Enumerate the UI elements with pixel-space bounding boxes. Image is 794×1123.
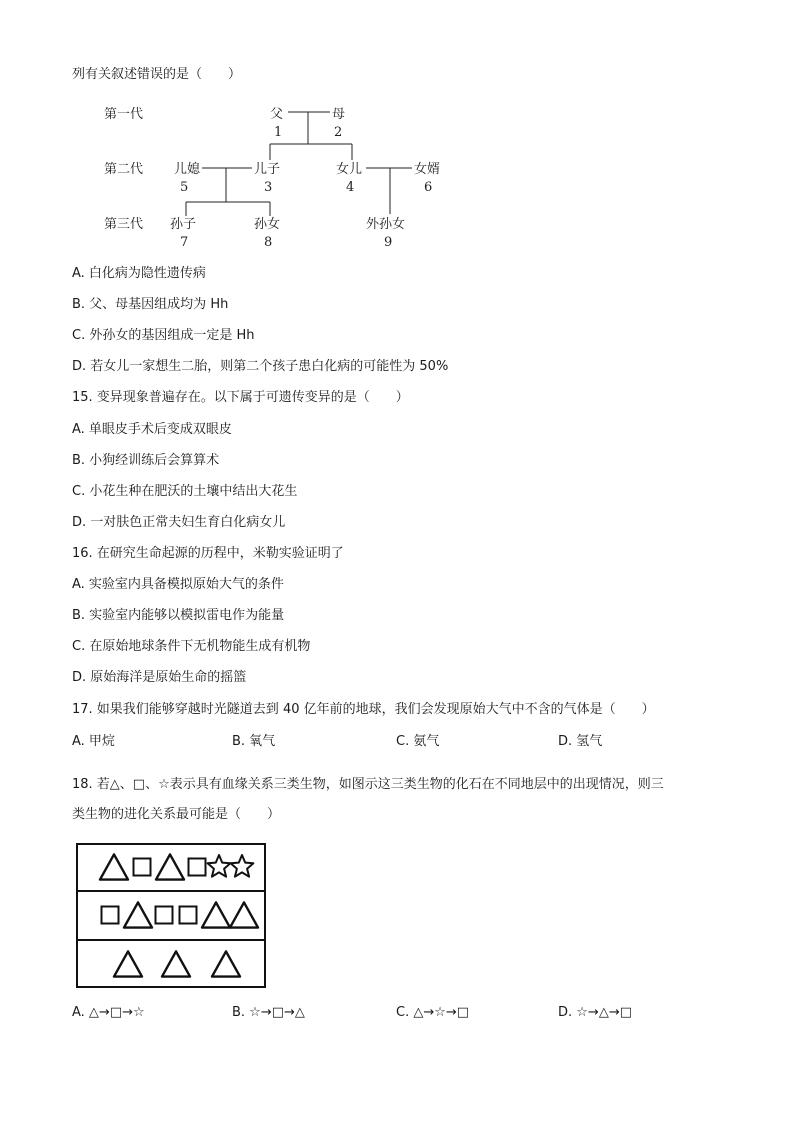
person-mother: 母 [332, 107, 346, 122]
q15-stem: 15. 变异现象普遍存在。以下属于可遗传变异的是（ ） [72, 390, 409, 405]
person-son: 儿子 [254, 162, 281, 177]
person-mother-num: 2 [334, 125, 343, 140]
q17-option-c[interactable]: C. 氨气 [396, 734, 440, 749]
q18-stem-line-2: 类生物的进化关系最可能是（ ） [72, 807, 281, 822]
q14-stem: 列有关叙述错误的是（ ） [72, 67, 242, 82]
q16-option-d[interactable]: D. 原始海洋是原始生命的摇篮 [72, 670, 247, 685]
person-father: 父 [270, 107, 284, 122]
q17-option-d[interactable]: D. 氢气 [558, 734, 603, 749]
q16-option-a[interactable]: A. 实验室内具备模拟原始大气的条件 [72, 577, 284, 592]
q15-option-c[interactable]: C. 小花生种在肥沃的土壤中结出大花生 [72, 484, 298, 499]
person-daughter: 女儿 [336, 162, 363, 177]
person-maternal-granddaughter: 外孙女 [366, 217, 406, 232]
q18-option-a[interactable]: A. △→□→☆ [72, 1005, 145, 1020]
q18-option-d[interactable]: D. ☆→△→□ [558, 1005, 632, 1020]
q14-option-a[interactable]: A. 白化病为隐性遗传病 [72, 266, 206, 281]
q18-option-b[interactable]: B. ☆→□→△ [232, 1005, 305, 1020]
q16-option-c[interactable]: C. 在原始地球条件下无机物能生成有机物 [72, 639, 311, 654]
generation-label-1: 第一代 [104, 107, 144, 122]
person-daughter-in-law-num: 5 [180, 180, 189, 195]
fossil-strata-diagram [76, 843, 266, 988]
q15-option-b[interactable]: B. 小狗经训练后会算算术 [72, 453, 220, 468]
person-son-in-law-num: 6 [424, 180, 433, 195]
generation-label-3: 第三代 [104, 217, 144, 232]
person-daughter-num: 4 [346, 180, 355, 195]
person-son-num: 3 [264, 180, 273, 195]
person-granddaughter: 孙女 [254, 217, 281, 232]
q18-option-c[interactable]: C. △→☆→□ [396, 1005, 470, 1020]
generation-label-2: 第二代 [104, 162, 144, 177]
person-daughter-in-law: 儿媳 [174, 162, 201, 177]
q17-option-b[interactable]: B. 氧气 [232, 734, 276, 749]
person-maternal-granddaughter-num: 9 [384, 235, 393, 250]
q15-option-a[interactable]: A. 单眼皮手术后变成双眼皮 [72, 422, 232, 437]
person-grandson-num: 7 [180, 235, 189, 250]
q17-option-a[interactable]: A. 甲烷 [72, 734, 115, 749]
q16-option-b[interactable]: B. 实验室内能够以模拟雷电作为能量 [72, 608, 285, 623]
person-son-in-law: 女婿 [414, 162, 441, 177]
pedigree-lines [186, 112, 412, 216]
q14-option-d[interactable]: D. 若女儿一家想生二胎，则第二个孩子患白化病的可能性为 50% [72, 359, 449, 374]
q14-option-c[interactable]: C. 外孙女的基因组成一定是 Hh [72, 328, 255, 343]
q16-stem: 16. 在研究生命起源的历程中，米勒实验证明了 [72, 546, 344, 561]
q18-stem-line-1: 18. 若△、□、☆表示具有血缘关系三类生物，如图示这三类生物的化石在不同地层中的出现情况，则三 [72, 777, 664, 792]
person-granddaughter-num: 8 [264, 235, 273, 250]
person-father-num: 1 [274, 125, 283, 140]
q14-option-b[interactable]: B. 父、母基因组成均为 Hh [72, 297, 229, 312]
person-grandson: 孙子 [170, 217, 197, 232]
pedigree-chart [96, 98, 476, 254]
q15-option-d[interactable]: D. 一对肤色正常夫妇生育白化病女儿 [72, 515, 286, 530]
q17-stem: 17. 如果我们能够穿越时光隧道去到 40 亿年前的地球，我们会发现原始大气中不含的气体是（ ） [72, 702, 655, 717]
